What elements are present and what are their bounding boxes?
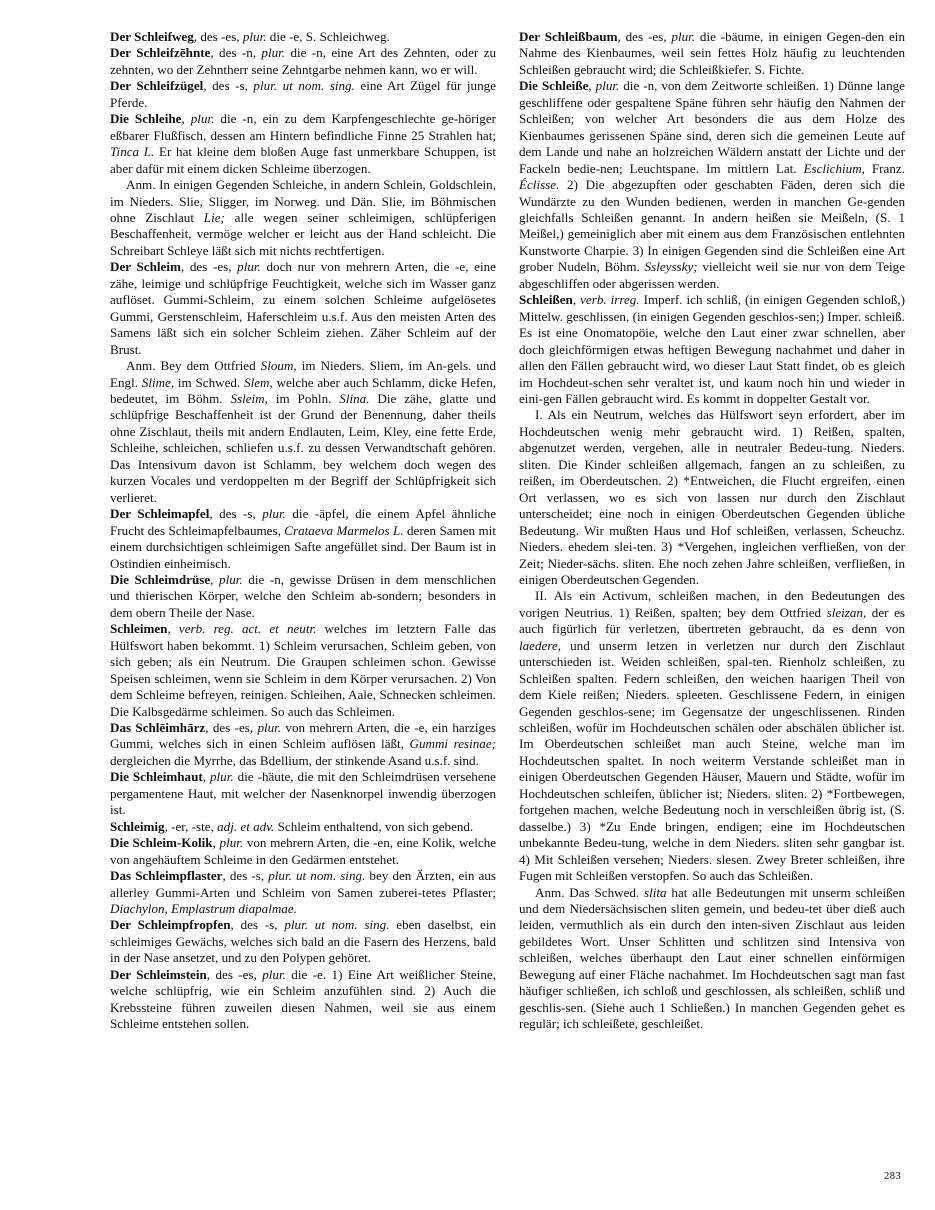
entry-text: II. Als ein Activum, schleißen machen, in den Bedeutungen des vorigen Neutrius. 1) Reißen, spalten; bey dem Ottfried: [519, 588, 905, 620]
annotation-paragraph: [110, 177, 496, 259]
entry-headword: Der Schleifzügel: [110, 78, 204, 94]
entry-text: welches im letztern Falle das Hülfswort haben bekommt. 1) Schleim verursachen, Schleim geben, von sich geben; als ein Neutrum. Die Graupen schleimen schon. Gewisse Speisen schleimen, wenn sie Schleim in dem Körper verursachen. 2) Von dem Schleime befreyen, reinigen. Schleihen, Aale, Schnecken schleimen. Die Kalbsgedärme schleimen. So auch das Schleimen.: [110, 621, 497, 719]
italic-term: plur.: [262, 966, 286, 982]
entry-text: Anm. In einigen Gegenden Schleiche, in andern Schlein, Goldschlein, im Nieders. Slie, Sligger, im Norweg. und Dän. Slie, im Böhmischen ohne Zischlaut: [110, 177, 496, 225]
entry-headword: Der Schleimapfel: [110, 506, 210, 522]
entry-text: eben daselbst, ein schleimiges Gewächs, welches sich bald an die Fasern des Herzens, bald in der Nase ansetzet, und zu den Polypen gehöret.: [110, 917, 497, 966]
entry-text: hat alle Bedeutungen mit unserm schleißen und dem Niedersächsischen sliten gemein, und bedeu-tet über dieß auch leiden, vermuthlich als ein durch den inten-siven Zischlaut aus leiden gebildetes Wort. Unser Schlitten und schlitzen sind Intensiva von schleißen, welches überhaupt den Laut einer schnellen einförmigen Bewegung auf einer Fläche nachahmet. Im Hochdeutschen sagt man fast häufiger schließen, ich schloß und geschlossen, als schleißen, schliß und geschlis-sen. (Siehe auch 1 Schließen.) In manchen Gegenden gehet es regulär; ich schleißete, geschleißet.: [519, 884, 906, 1032]
entry-text: , des -es,: [180, 259, 238, 275]
dictionary-entry: [110, 769, 496, 818]
entry-headword: Der Schleifweg: [110, 29, 194, 44]
entry-text: die -n, gewisse Drüsen in dem menschlichen und thierischen Körper, welche den Schleim ab-sondern; besonders in dem obern Theile der Nase.: [110, 571, 496, 620]
entry-text: alle wegen seiner schleimigen, schlüpferigen Beschaffenheit, vermöge welcher er leicht aus der Hand schleicht. Die Schreibart Schleye läßt sich mit nichts rechtfertigen.: [110, 209, 496, 258]
annotation-paragraph: [110, 358, 496, 506]
entry-text: Er hat kleine dem bloßen Auge fast unmerkbare Schuppen, ist aber dafür mit einem dicken Schleime überzogen.: [110, 144, 496, 176]
dictionary-entry: [110, 621, 496, 720]
dictionary-entry: [110, 111, 496, 177]
entry-text: , des -es,: [617, 29, 672, 44]
entry-text: die -e. 1) Eine Art weißlicher Steine, welche schlüpfrig, wie ein Schleim anzufühlen sind. 2) Auch die Krebssteine führen zuweilen diesen Nahmen, weil sie aus einem Schleime entstehen sollen.: [110, 966, 496, 1032]
entry-text: , des -s,: [222, 868, 269, 884]
italic-term: Slime,: [141, 374, 175, 390]
italic-term: plur.: [219, 835, 244, 851]
entry-text: ,: [572, 292, 581, 308]
italic-term: Diachylon, Emplastrum diapalmae.: [110, 901, 297, 917]
annotation-paragraph: [519, 885, 905, 1033]
dictionary-entry: [519, 29, 905, 78]
entry-headword: Der Schleißbaum: [519, 29, 618, 44]
dictionary-entry: [110, 572, 496, 621]
italic-term: Slem,: [244, 374, 273, 390]
dictionary-entry: [110, 835, 496, 868]
entry-text: Die zähe, glatte und schlüpfrige Beschaffenheit ist der Grund der Benennung, daher theils ohne Zischlaut, theils mit andern Endlauten, Leim, Kley, eine fette Erde, Schleihe, schleichen, schliefen u.s.f. zu dessen Verwandtschaft gehören. Das Intensivum davon ist Schlamm, bey welchem doch wegen des kurzen Vocales und verdoppelten m der Begriff der Schlüpfrigkeit sich verlieret.: [110, 390, 496, 505]
entry-text: Franz.: [864, 160, 905, 176]
entry-text: ,: [181, 111, 191, 127]
entry-text: der es auch figürlich für verletzen, übertreten gebraucht, da es denn von: [519, 604, 905, 637]
italic-term: Ssleyssky;: [644, 259, 698, 275]
entry-text: ,: [588, 78, 596, 94]
left-column: [110, 29, 496, 1033]
entry-text: I. Als ein Neutrum, welches das Hülfswort seyn erfordert, aber im Hochdeutschen wenig mehr gebraucht wird. 1) Reißen, spalten, abgenutzet werden, vergehen, alle in neutraler Bedeu-tung. Nieders. sliten. Die Kinder schleißen allgemach, fangen an zu schleißen, zu reißen, im Oberdeutschen. 2) *Entweichen, die Flucht ergreifen, einen Ort verlassen, wo es sich von lassen nur durch den Zischlaut unterscheidet; eine noch in einigen Oberdeutschen Gegenden übliche Bedeutung. Wir mußten Haus und Hof schleißen, verlassen, Scheuchz. Nieders. ehedem slei-ten. 3) *Vergehen, ingleichen verfließen, von der Zeit; Nieder-sächs. sliten. Ehe noch zehen Jahre schleißen, verfließen, in einigen Oberdeutschen Gegenden.: [519, 407, 905, 587]
entry-text: vielleicht weil sie nur von dem Teige abgeschliffen oder abgerissen werden.: [519, 259, 906, 291]
dictionary-entry: [519, 292, 905, 407]
entry-text: , -er, -ste,: [164, 818, 218, 834]
entry-text: welche aber auch Schlamm, dicke Hefen, bedeutet, im Böhm.: [110, 374, 497, 406]
entry-text: Anm. Das Schwed.: [535, 884, 645, 900]
entry-text: die -n, von dem Zeitworte schleißen. 1) Dünne lange geschliffene oder gespaltene Späne führen sehr häufig den Nahmen der Schleißen; von welcher Art besonders die aus dem Holze des Kienbaumes gerissenen Späne sind, deren sich die gemeinen Leute auf dem Lande und nahe an holzreichen Wäldern anstatt der Lichte und der Fackeln bedie-nen; Leuchtspane. Im mittlern Lat.: [519, 78, 905, 176]
italic-term: Esclichium,: [803, 160, 865, 176]
italic-term: plur.: [257, 720, 282, 736]
annotation-paragraph: [519, 407, 905, 588]
italic-term: plur.: [237, 259, 261, 275]
entry-headword: Das Schlēimhārz: [110, 720, 206, 736]
annotation-paragraph: [519, 588, 905, 884]
dictionary-entry: [110, 917, 496, 966]
entry-text: im Schwed.: [174, 374, 245, 390]
italic-term: plur.: [262, 506, 286, 522]
entry-headword: Die Schleimdrüse: [110, 571, 211, 587]
dictionary-entry: [110, 259, 496, 358]
entry-text: Anm. Bey dem Ottfried: [126, 358, 261, 374]
italic-term: plur. ut nom. sing.: [284, 917, 390, 933]
entry-text: , des -es,: [205, 720, 258, 736]
entry-text: Imperf. ich schliß, (in einigen Gegenden schloß,) Mittelw. geschlissen, (in einigen Gegenden geschlos-sen;) Imper. schleiß. Es ist eine Onomatopöie, welche den Laut einer zwar schnellen, aber doch gleichförmigen etwas heftigen Bewegung nachahmet und daher in allen den Fällen gebraucht wird, wo dieser Laut Statt findet, ob es gleich im Hochdeut-schen sehr veraltet ist, und kaum noch hin und wieder in eini-gen Fällen gebraucht wird. Es kommt in doppelter Gestalt vor.: [519, 292, 905, 406]
italic-term: Crataeva Marmelos L.: [284, 522, 404, 538]
entry-headword: Die Schleim-Kolik: [110, 835, 213, 851]
entry-text: die -häute, die mit den Schleimdrüsen versehene pergamentene Haut, mit welcher der Nasenknorpel inwendig überzogen ist.: [110, 769, 496, 818]
entry-headword: Schleimig: [110, 818, 165, 834]
entry-text: deren Samen mit einem durchsichtigen schleimigen Safte angefüllet sind. Der Baum ist in Ostindien einheimisch.: [110, 522, 496, 571]
italic-term: sleizan,: [826, 604, 867, 620]
dictionary-entry: [110, 29, 496, 45]
entry-headword: Der Schleimstein: [110, 966, 207, 982]
entry-text: doch nur von mehrern Arten, die -e, eine zähe, leimige und schlüpfrige Feuchtigkeit, welche sich im Wasser ganz auflöset. Gummi-Schleim, zu einem solchen Schleime aufgelösetes Gummi, Gerstenschleim, Haferschleim u.s.f. Aus den meisten Arten des Samens läßt sich ein solcher Schleim ziehen. Zäher Schleim auf der Brust.: [110, 259, 496, 357]
italic-term: plur.: [261, 45, 286, 61]
italic-term: Sloum,: [260, 358, 297, 374]
dictionary-entry: [110, 967, 496, 1033]
entry-text: , des -s,: [203, 78, 254, 94]
entry-text: 2) Die abgezupften oder geschabten Fäden, deren sich die Wundärzte zu den Wunden bedienen, werden in manchen Ge-genden gleichfalls Schleißen genannt. In andern heißen sie Meißeln, (S. 1 Meißel,) gemeiniglich aber mit einem aus dem Französischen entlehnten Kunstworte Charpie. 3) In einigen Gegenden sind die Schleißen eine Art grober Nudeln, Böhm.: [519, 177, 905, 275]
italic-term: Gummi resinae;: [409, 736, 497, 752]
dictionary-entry: [110, 45, 496, 78]
entry-text: dergleichen die Myrrhe, das Bdellium, der stinkende Asand u.s.f. sind.: [110, 752, 479, 768]
entry-headword: Die Schleimhaut: [110, 769, 203, 785]
entry-text: , des -es,: [206, 966, 263, 982]
dictionary-entry: [519, 78, 905, 292]
italic-term: plur.: [209, 769, 234, 785]
italic-term: Ssleim,: [230, 390, 268, 406]
entry-headword: Die Schleihe: [110, 111, 182, 127]
entry-text: , des -s,: [209, 506, 263, 522]
dictionary-entry: [110, 819, 496, 835]
entry-text: bey den Ärzten, ein aus allerley Gummi-Arten und Schleim von Samen zuberei-tetes Pflaster;: [110, 868, 497, 900]
entry-text: die -bäume, in einigen Gegen-den ein Nahme des Kienbaumes, weil sein fettes Holz häufig zu leuchtenden Schleißen gebraucht wird; die Schleißkiefer. S. Fichte.: [519, 29, 905, 77]
entry-text: die -e, S. Schleichweg.: [266, 29, 390, 44]
dictionary-entry: [110, 506, 496, 572]
italic-term: verb. reg. act. et neutr.: [178, 621, 317, 637]
italic-term: plur.: [219, 571, 243, 587]
italic-term: verb. irreg.: [580, 292, 640, 308]
dictionary-entry: [110, 720, 496, 769]
entry-headword: Der Schleifzēhnte: [110, 45, 211, 61]
dictionary-entry: [110, 868, 496, 917]
entry-headword: Schleißen: [519, 292, 573, 308]
entry-text: die -n, eine Art des Zehnten, oder zu zehnten, wo der Zehntherr seine Zehntgarbe nehmen kann, wo er will.: [110, 45, 496, 77]
entry-headword: Der Schleimpfropfen: [110, 917, 231, 933]
entry-text: , des -es,: [193, 29, 243, 44]
entry-text: ,: [212, 835, 220, 851]
italic-term: slita: [644, 884, 667, 900]
italic-term: Lie;: [203, 209, 225, 225]
entry-text: , des -s,: [230, 917, 285, 933]
italic-term: Tinca L.: [110, 144, 155, 160]
italic-term: laedere,: [519, 637, 562, 653]
entry-headword: Schleimen: [110, 621, 168, 637]
entry-text: von mehrern Arten, die -en, eine Kolik, welche von angehäuftem Schleime in den Gedärmen entstehet.: [110, 835, 497, 867]
entry-headword: Der Schleim: [110, 259, 181, 275]
entry-text: eine Art Zügel für junge Pferde.: [110, 78, 497, 110]
entry-text: im Pohln.: [267, 390, 340, 406]
italic-term: plur. ut nom. sing.: [268, 868, 366, 884]
italic-term: plur.: [671, 29, 696, 44]
entry-text: ,: [210, 571, 220, 587]
entry-text: von mehrern Arten, die -e, ein harziges Gummi, welches sich in einen Schleim auflösen läßt,: [110, 720, 496, 752]
italic-term: plur.: [595, 78, 620, 94]
entry-text: ,: [202, 769, 210, 785]
entry-text: ,: [167, 621, 179, 637]
right-column: [519, 29, 905, 1033]
italic-term: Slina.: [339, 390, 370, 406]
entry-headword: Das Schleimpflaster: [110, 868, 223, 884]
dictionary-entry: [110, 78, 496, 111]
italic-term: Éclisse.: [519, 177, 560, 193]
entry-text: und unserm letzen in verletzen nur durch den Zischlaut unterschieden ist. Weiden schleißen, spal-ten. Rienholz schleißen, zu Schleißen spalten. Federn schleißen, den weichen haarigen Theil von dem Kiele reißen; Nieders. spleeten. Geschlissene Federn, in einigen Gegenden geschlos-sene; im Gegensatze der ungeschlissenen. Rinden schleißen, wofür im Hochdeutschen schälen oder abschälen üblicher ist. Im Oberdeutschen schleißet man auch Steine, welche man im Hochdeutschen spaltet. In noch weiterm Verstande schleißet man in einigen Oberdeutschen Gegenden Häuser, Mauern und Städte, wofür im Hochdeutschen schleifen, üblicher ist; Nieders. sliten. 2) *Fortbewegen, fortgehen machen, welche Bedeutung noch in verschleißen übrig ist, (S. dasselbe.) 3) *Zu Ende bringen, endigen; eine im Hochdeutschen unbekannte Bedeu-tung, welche in dem Nieders. sliten sehr gangbar ist. 4) Mit Schleißen versehen; Nieders. slesen. Zwey Breter schleißen, ihre Fugen mit Schleißen verstopfen. So auch das Schleißen.: [519, 637, 905, 884]
entry-text: im Nieders. Sliem, im An-gels. und Engl.: [110, 358, 496, 390]
entry-text: die -n, ein zu dem Karpfengeschlechte ge-höriger eßbarer Flußfisch, dessen am Hintern befindliche Finne 25 Strahlen hat;: [110, 111, 496, 143]
italic-term: plur.: [242, 29, 267, 44]
italic-term: plur. ut nom. sing.: [253, 78, 355, 94]
entry-headword: Die Schleiße: [519, 78, 589, 94]
entry-text: die -äpfel, die einem Apfel ähnliche Frucht des Schleimapfelbaumes,: [110, 506, 497, 538]
page-number: 283: [884, 1171, 902, 1182]
italic-term: adj. et adv.: [217, 818, 275, 834]
italic-term: plur.: [190, 111, 215, 127]
entry-text: , des -n,: [210, 45, 262, 61]
entry-text: Schleim enthaltend, von sich gebend.: [274, 818, 474, 834]
